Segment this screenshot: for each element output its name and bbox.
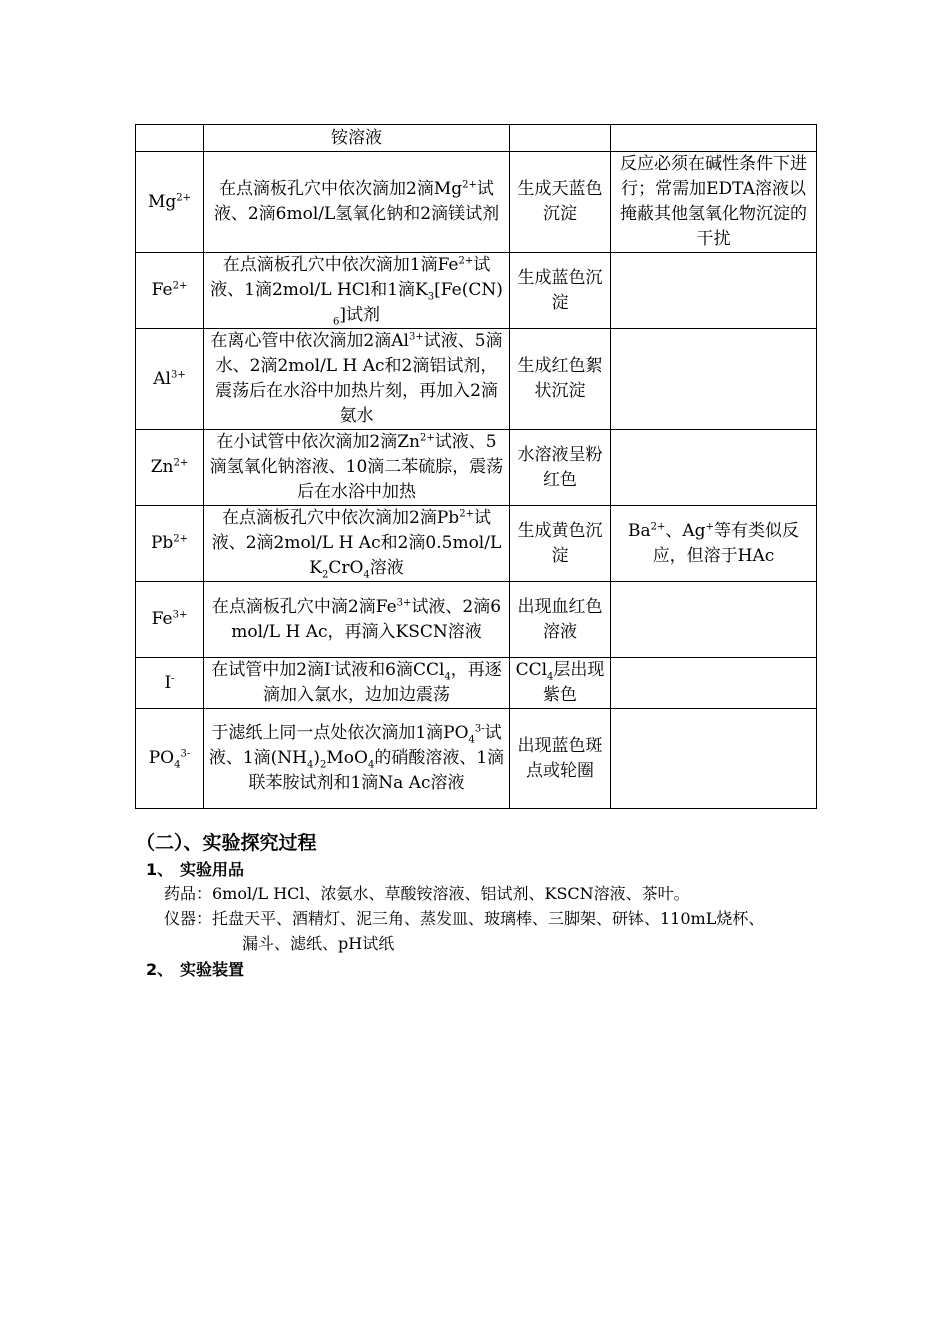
cell-note: 反应必须在碱性条件下进行；常需加EDTA溶液以掩蔽其他氢氧化物沉淀的干扰: [611, 152, 817, 253]
item2-title: 实验装置: [180, 960, 245, 979]
table-row: [136, 658, 817, 709]
cell-method: 于滤纸上同一点处依次滴加1滴$PO_4^{3-}$试液、1滴$(NH_4)_2MoO_4$的硝酸溶液、1滴联苯胺试剂和1滴Na Ac溶液: [204, 709, 510, 809]
cell-phenomenon: 水溶液呈粉红色: [510, 430, 611, 506]
cell-note: [611, 253, 817, 329]
table-row: [136, 125, 817, 152]
cell-ion: [136, 125, 204, 152]
cell-note: [611, 709, 817, 809]
cell-ion: $Fe^{2+}$: [136, 253, 204, 329]
cell-note: [611, 658, 817, 709]
cell-method: 铵溶液: [204, 125, 510, 152]
cell-ion: $Mg^{2+}$: [136, 152, 204, 253]
cell-note: $Ba^{2+}$、Ag+等有类似反应，但溶于HAc: [611, 506, 817, 582]
cell-phenomenon: 出现蓝色斑点或轮圈: [510, 709, 611, 809]
table-row: [136, 329, 817, 430]
cell-note: [611, 430, 817, 506]
drugs-line: 药品：6mol/L HCl、浓氨水、草酸铵溶液、铝试剂、KSCN溶液、茶叶。: [164, 884, 690, 903]
ion-test-table: [135, 124, 817, 809]
cell-ion: I-: [136, 658, 204, 709]
table-row: [136, 582, 817, 658]
item1-number: 1、: [146, 860, 174, 879]
instruments-line-1: 仪器：托盘天平、酒精灯、泥三角、蒸发皿、玻璃棒、三脚架、研钵、110mL烧杯、: [164, 909, 765, 928]
cell-method: 在离心管中依次滴加2滴$Al^{3+}$试液、5滴水、2滴2mol/L H Ac和2滴铝试剂，震荡后在水浴中加热片刻，再加入2滴氨水: [204, 329, 510, 430]
table-row: [136, 152, 817, 253]
section-heading: （二）、实验探究过程: [136, 832, 317, 854]
cell-ion: $Al^{3+}$: [136, 329, 204, 430]
table-row: [136, 430, 817, 506]
table-row: [136, 709, 817, 809]
cell-ion: $Zn^{2+}$: [136, 430, 204, 506]
cell-method: 在试管中加2滴I-试液和6滴CCl$_4$，再逐滴加入氯水，边加边震荡: [204, 658, 510, 709]
cell-method: 在点滴板孔穴中依次滴加2滴$Mg^{2+}$试液、2滴6mol/L氢氧化钠和2滴镁试剂: [204, 152, 510, 253]
cell-ion: $Fe^{3+}$: [136, 582, 204, 658]
cell-note: [611, 582, 817, 658]
cell-note: [611, 329, 817, 430]
item2-number: 2、: [146, 960, 174, 979]
table-row: [136, 253, 817, 329]
item1-title: 实验用品: [180, 860, 245, 879]
cell-method: 在点滴板孔穴中滴2滴$Fe^{3+}$试液、2滴6mol/L H Ac，再滴入KSCN溶液: [204, 582, 510, 658]
item1-heading: [146, 857, 244, 880]
ion-table-body: [136, 125, 817, 809]
cell-phenomenon: 生成蓝色沉淀: [510, 253, 611, 329]
cell-phenomenon: CCl$_4$层出现紫色: [510, 658, 611, 709]
cell-ion: $Pb^{2+}$: [136, 506, 204, 582]
table-row: [136, 506, 817, 582]
cell-method: 在小试管中依次滴加2滴$Zn^{2+}$试液、5滴氢氧化钠溶液、10滴二苯硫腙，震荡后在水浴中加热: [204, 430, 510, 506]
item2-heading: [146, 957, 244, 980]
cell-phenomenon: [510, 125, 611, 152]
cell-phenomenon: 出现血红色溶液: [510, 582, 611, 658]
cell-phenomenon: 生成红色絮状沉淀: [510, 329, 611, 430]
cell-note: [611, 125, 817, 152]
cell-method: 在点滴板孔穴中依次滴加1滴$Fe^{2+}$试液、1滴2mol/L HCl和1滴$K_3[Fe(CN)_6]$试剂: [204, 253, 510, 329]
cell-method: 在点滴板孔穴中依次滴加2滴$Pb^{2+}$试液、2滴2mol/L H Ac和2滴$0.5mol/LK_2CrO_4$溶液: [204, 506, 510, 582]
cell-phenomenon: 生成天蓝色沉淀: [510, 152, 611, 253]
cell-phenomenon: 生成黄色沉淀: [510, 506, 611, 582]
instruments-line-2: 漏斗、滤纸、pH试纸: [242, 934, 395, 953]
cell-ion: $PO_4^{3-}$: [136, 709, 204, 809]
